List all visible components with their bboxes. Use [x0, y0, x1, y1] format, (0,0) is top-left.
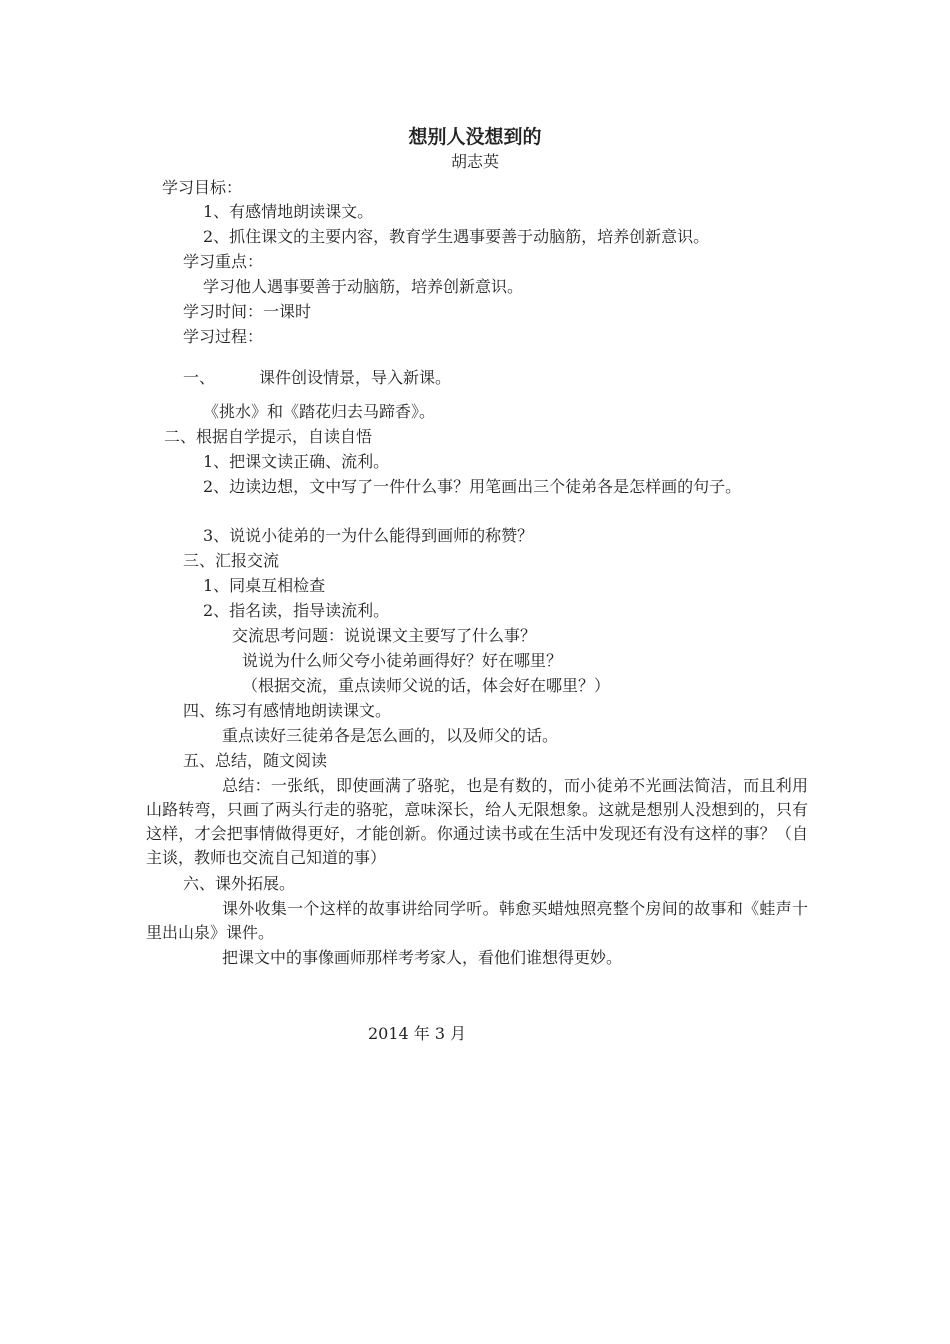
step-4-heading: 四、练习有感情地朗读课文。 — [183, 701, 392, 720]
step-3-question-1: 交流思考问题：说说课文主要写了什么事？ — [232, 626, 537, 645]
step-1-number: 一、 — [183, 368, 216, 387]
step-5-summary: 总结：一张纸，即使画满了骆驼，也是有数的，而小徒弟不光画法简洁，而且利用山路转弯，只画了两头行走的骆驼，意味深长，给人无限想象。这就是想别人没想到的，只有这样，才会把事情做得更好，才能创新。你通过读书或在生活中发现还有没有这样的事？（自主谈，教师也交流自己知道的事） — [146, 776, 808, 867]
focus-heading: 学习重点： — [183, 252, 264, 271]
step-3-heading: 三、汇报交流 — [183, 551, 280, 570]
step-2-item-2: 2、边读边想，文中写了一件什么事？用笔画出三个徒弟各是怎样画的句子。 — [203, 477, 742, 496]
step-6-text-1: 课外收集一个这样的故事讲给同学听。韩愈买蜡烛照亮整个房间的故事和《蛙声十里出山泉》课件。 — [146, 899, 808, 942]
step-2-heading: 二、根据自学提示，自读自悟 — [164, 427, 373, 446]
study-time: 学习时间：一课时 — [183, 302, 312, 321]
step-6-heading: 六、课外拓展。 — [183, 874, 296, 893]
step-3-item-2: 2、指名读，指导读流利。 — [203, 601, 390, 620]
objective-1: 1、有感情地朗读课文。 — [203, 202, 374, 221]
objective-2: 2、抓住课文的主要内容，教育学生遇事要善于动脑筋，培养创新意识。 — [203, 227, 710, 246]
step-6-text-2: 把课文中的事像画师那样考考家人，看他们谁想得更妙。 — [222, 948, 623, 967]
step-3-question-3: （根据交流，重点读师父说的话，体会好在哪里？） — [242, 676, 611, 695]
process-heading: 学习过程： — [183, 327, 264, 346]
step-3-item-1: 1、同桌互相检查 — [203, 576, 326, 595]
step-2-item-3: 3、说说小徒弟的一为什么能得到画师的称赞？ — [203, 526, 534, 545]
step-5-heading: 五、总结，随文阅读 — [183, 751, 328, 770]
step-1-heading — [183, 366, 451, 390]
step-2-item-1: 1、把课文读正确、流利。 — [203, 452, 390, 471]
step-4-text: 重点读好三徒弟各是怎么画的，以及师父的话。 — [222, 726, 559, 745]
focus-text: 学习他人遇事要善于动脑筋，培养创新意识。 — [203, 277, 524, 296]
step-1-detail: 《挑水》和《踏花归去马蹄香》。 — [203, 402, 436, 421]
document-date: 2014 年 3 月 — [368, 1024, 467, 1043]
objectives-heading: 学习目标： — [162, 178, 243, 197]
document-title: 想别人没想到的 — [408, 126, 542, 148]
step-3-question-2: 说说为什么师父夸小徒弟画得好？好在哪里？ — [242, 651, 563, 670]
step-1-text: 课件创设情景，导入新课。 — [259, 368, 452, 387]
document-author: 胡志英 — [450, 152, 499, 171]
